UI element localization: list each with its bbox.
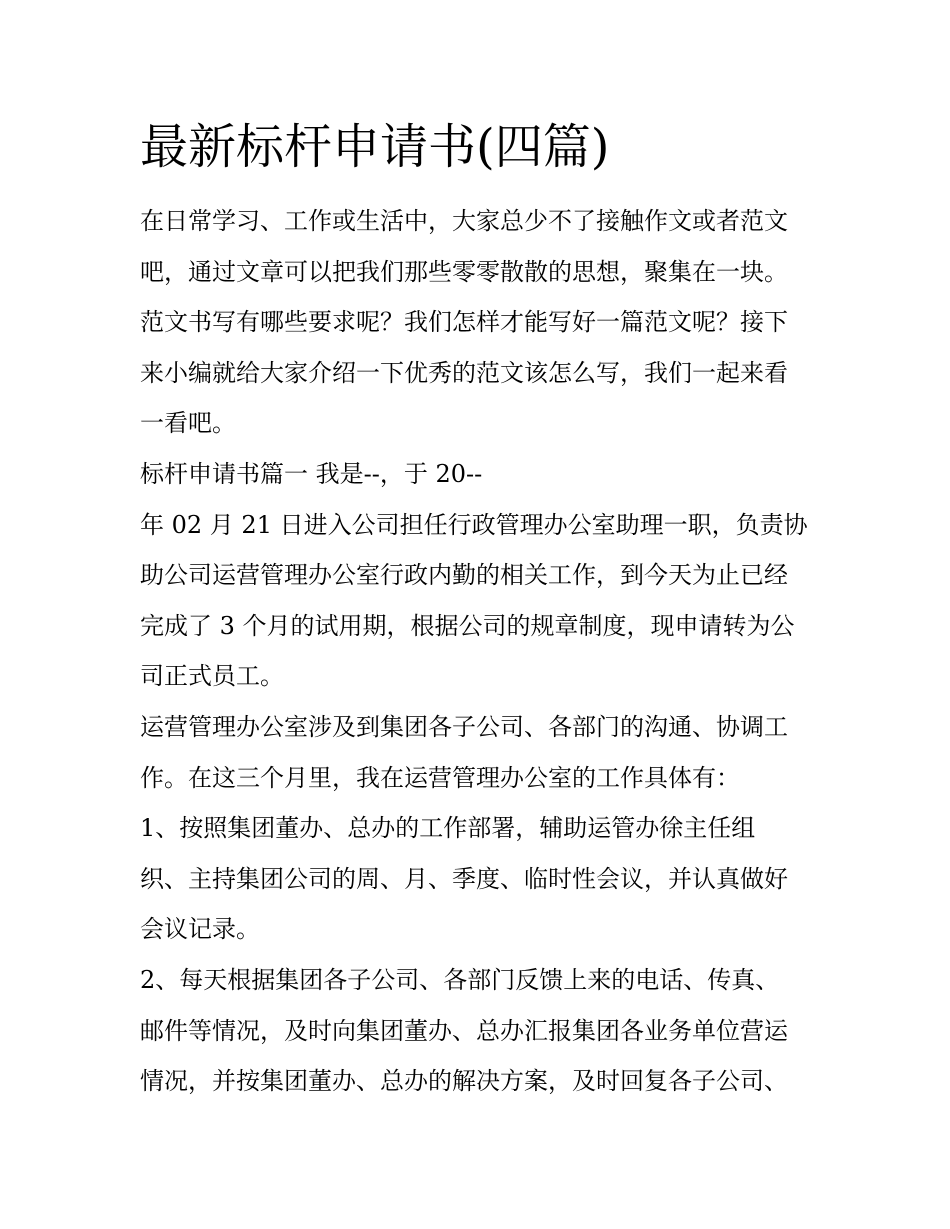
body-line: 一看吧。	[140, 409, 236, 438]
body-line: 完成了 3 个月的试用期，根据公司的规章制度，现申请转为公	[140, 611, 795, 640]
body-line: 邮件等情况，及时向集团董办、总办汇报集团各业务单位营运	[140, 1016, 788, 1045]
body-line: 标杆申请书篇一 我是--，于 20--	[140, 459, 483, 488]
body-line: 在日常学习、工作或生活中，大家总少不了接触作文或者范文	[140, 207, 788, 235]
body-line: 1、按照集团董办、总办的工作部署，辅助运管办徐主任组	[140, 814, 756, 843]
body-line: 来小编就给大家介绍一下优秀的范文该怎么写，我们一起来看	[140, 358, 788, 387]
body-line: 范文书写有哪些要求呢？我们怎样才能写好一篇范文呢？接下	[140, 308, 788, 337]
body-line: 司正式员工。	[140, 662, 284, 691]
body-line: 助公司运营管理办公室行政内勤的相关工作，到今天为止已经	[140, 561, 788, 590]
body-line: 作。在这三个月里，我在运营管理办公室的工作具体有：	[140, 763, 740, 792]
body-line: 年 02 月 21 日进入公司担任行政管理办公室助理一职，负责协	[140, 510, 808, 539]
body-line: 织、主持集团公司的周、月、季度、临时性会议，并认真做好	[140, 864, 788, 893]
body-line: 情况，并按集团董办、总办的解决方案，及时回复各子公司、	[140, 1067, 788, 1096]
body-line: 2、每天根据集团各子公司、各部门反馈上来的电话、传真、	[140, 965, 780, 994]
document-title: 最新标杆申请书(四篇)	[140, 119, 610, 175]
body-line: 会议记录。	[140, 915, 260, 944]
body-line: 运营管理办公室涉及到集团各子公司、各部门的沟通、协调工	[140, 712, 788, 741]
body-line: 吧，通过文章可以把我们那些零零散散的思想，聚集在一块。	[140, 257, 788, 286]
document-body	[140, 196, 830, 1107]
